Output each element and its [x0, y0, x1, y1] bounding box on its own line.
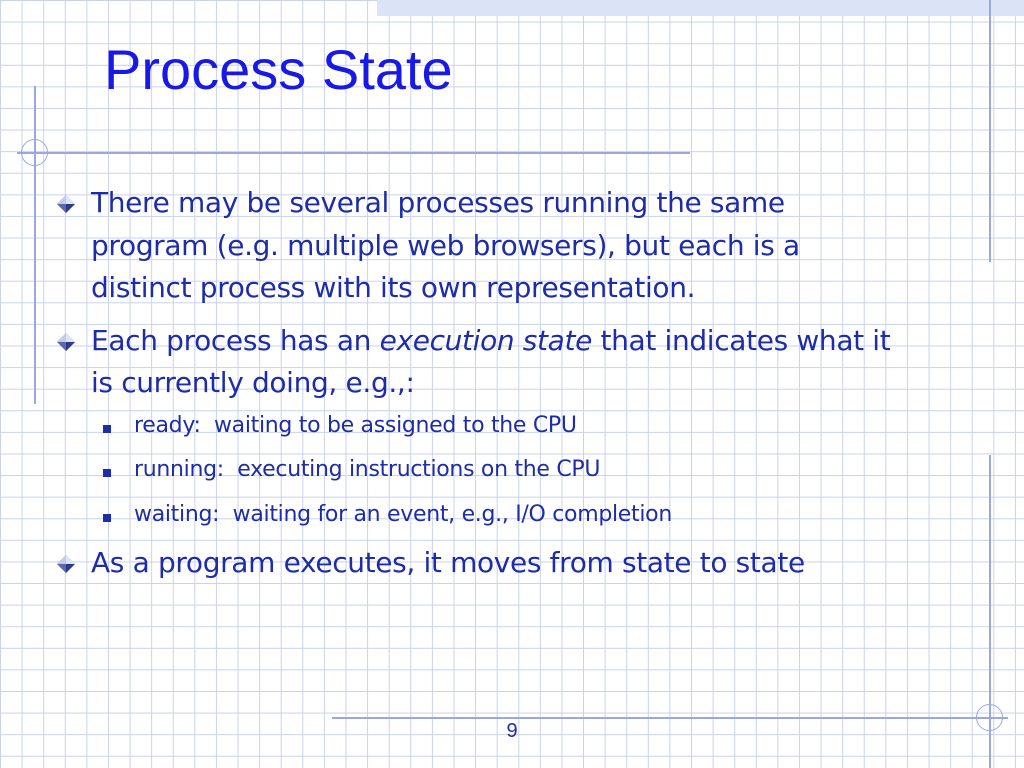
- right-vertical-rule-top: [989, 0, 991, 262]
- slide-body: [56, 182, 986, 594]
- sub-bullet-text: waiting: waiting for an event, e.g., I/O completion: [134, 501, 672, 527]
- left-vertical-rule: [34, 86, 36, 404]
- bullet-line: program (e.g. multiple web browsers), but each is a: [91, 228, 800, 262]
- bullet-item: [56, 182, 986, 310]
- footer-rule: [332, 717, 1008, 719]
- bottom-right-crosshair-circle: [976, 704, 1003, 731]
- square-bullet-icon: [103, 514, 111, 522]
- emphasized-term: execution state: [379, 323, 592, 357]
- bullet-line: [91, 320, 986, 363]
- bullet-line: As a program executes, it moves from state to state: [91, 545, 805, 579]
- sub-bullet-item: [56, 500, 986, 530]
- bullet-line: is currently doing, e.g.,:: [91, 366, 415, 399]
- sub-bullet-text: ready: waiting to be assigned to the CPU: [134, 412, 577, 438]
- bullet-line: distinct process with its own representation.: [91, 271, 696, 304]
- sub-bullet-item: [56, 411, 986, 441]
- bullet-item: [56, 320, 986, 405]
- slide-title: Process State: [104, 38, 453, 101]
- title-underline-rule: [17, 152, 690, 154]
- page-number: 9: [506, 720, 518, 742]
- sub-bullet-item: [56, 455, 986, 485]
- diamond-bullet-icon: [56, 332, 76, 352]
- bullet-text: that indicates what it: [591, 323, 891, 357]
- square-bullet-icon: [103, 469, 111, 477]
- top-accent-band: [377, 0, 1024, 16]
- sub-bullet-text: running: executing instructions on the CPU: [134, 457, 601, 482]
- left-crosshair-circle: [21, 139, 48, 166]
- bullet-text: Each process has an: [91, 323, 380, 357]
- square-bullet-icon: [103, 425, 111, 433]
- bullet-item: [56, 542, 986, 585]
- diamond-bullet-icon: [56, 194, 76, 214]
- diamond-bullet-icon: [56, 554, 76, 574]
- bullet-line: There may be several processes running the same: [91, 186, 785, 219]
